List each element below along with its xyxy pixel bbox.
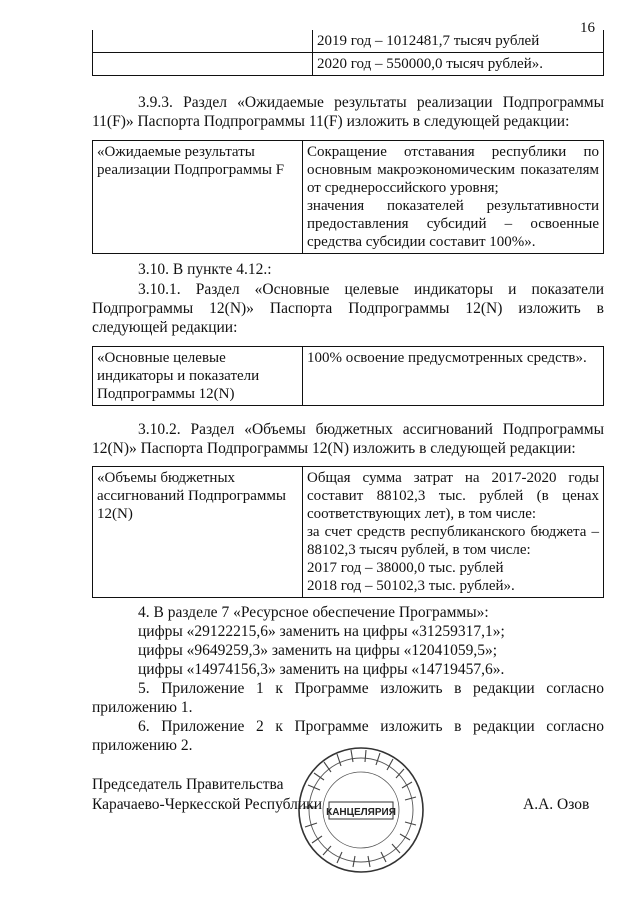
- table-cell: [93, 30, 313, 53]
- paragraph-3-10: 3.10. В пункте 4.12.:: [138, 261, 272, 278]
- cell-line: 100% освоение предусмотренных средств».: [307, 350, 587, 366]
- cell-line: значения показателей результативности предоставления субсидий – освоенные средства субсидии составит 100%».: [307, 198, 599, 250]
- target-indicators-table: [92, 346, 604, 406]
- table-cell-right: [303, 467, 604, 598]
- table-cell-left: «Основные целевые индикаторы и показатели Подпрограммы 12(N): [93, 347, 303, 406]
- item-4-line: цифры «29122215,6» заменить на цифры «31259317,1»;: [138, 623, 505, 640]
- table-row: [93, 30, 604, 53]
- cell-line: 2017 год – 38000,0 тыс. рублей: [307, 560, 504, 576]
- page-number: 16: [580, 20, 595, 36]
- table-row: [93, 467, 604, 598]
- item-6: 6. Приложение 2 к Программе изложить в редакции согласно приложению 2.: [92, 718, 604, 754]
- cell-line: Сокращение отставания республики по основным макроэкономическим показателям от среднероссийского уровня;: [307, 144, 599, 196]
- budget-allocations-table: [92, 466, 604, 598]
- table-row: [93, 141, 604, 254]
- table-cell: [93, 53, 313, 76]
- expected-results-table: [92, 140, 604, 254]
- table-cell-left: «Ожидаемые результаты реализации Подпрограммы F: [93, 141, 303, 254]
- paragraph-3-10-1: 3.10.1. Раздел «Основные целевые индикаторы и показатели Подпрограммы 12(N)» Паспорта Подпрограммы 12(N) изложить в следующей редакции:: [92, 281, 604, 336]
- seal-text: КАНЦЕЛЯРИЯ: [326, 807, 396, 818]
- table-cell-right: [303, 347, 604, 406]
- budget-continuation-table: [92, 30, 604, 76]
- table-cell: 2019 год – 1012481,7 тысяч рублей: [313, 30, 604, 53]
- paragraph-3-9-3: 3.9.3. Раздел «Ожидаемые результаты реализации Подпрограммы 11(F)» Паспорта Подпрограммы 11(F) изложить в следующей редакции:: [92, 94, 604, 130]
- signatory-title-line: Карачаево-Черкесской Республики: [92, 796, 322, 813]
- table-cell: 2020 год – 550000,0 тысяч рублей».: [313, 53, 604, 76]
- signatory-title-line: Председатель Правительства: [92, 776, 284, 793]
- cell-line: 2018 год – 50102,3 тыс. рублей».: [307, 578, 515, 594]
- item-5: 5. Приложение 1 к Программе изложить в редакции согласно приложению 1.: [92, 680, 604, 716]
- table-cell-right: [303, 141, 604, 254]
- paragraph-3-10-2: 3.10.2. Раздел «Объемы бюджетных ассигнований Подпрограммы 12(N)» Паспорта Подпрограммы 12(N) изложить в следующей редакции:: [92, 421, 604, 457]
- signatory-name: А.А. Озов: [523, 796, 590, 813]
- cell-line: Общая сумма затрат на 2017-2020 годы составит 88102,3 тыс. рублей (в ценах соответствующих лет), в том числе:: [307, 470, 599, 522]
- cell-line: за счет средств республиканского бюджета – 88102,3 тысяч рублей, в том числе:: [307, 524, 599, 558]
- item-4-line: цифры «9649259,3» заменить на цифры «12041059,5»;: [138, 642, 498, 659]
- table-cell-left: «Объемы бюджетных ассигнований Подпрограммы 12(N): [93, 467, 303, 598]
- item-4-line: цифры «14974156,3» заменить на цифры «14719457,6».: [138, 661, 505, 678]
- item-4: 4. В разделе 7 «Ресурсное обеспечение Программы»:: [138, 604, 489, 621]
- table-row: [93, 347, 604, 406]
- table-row: [93, 53, 604, 76]
